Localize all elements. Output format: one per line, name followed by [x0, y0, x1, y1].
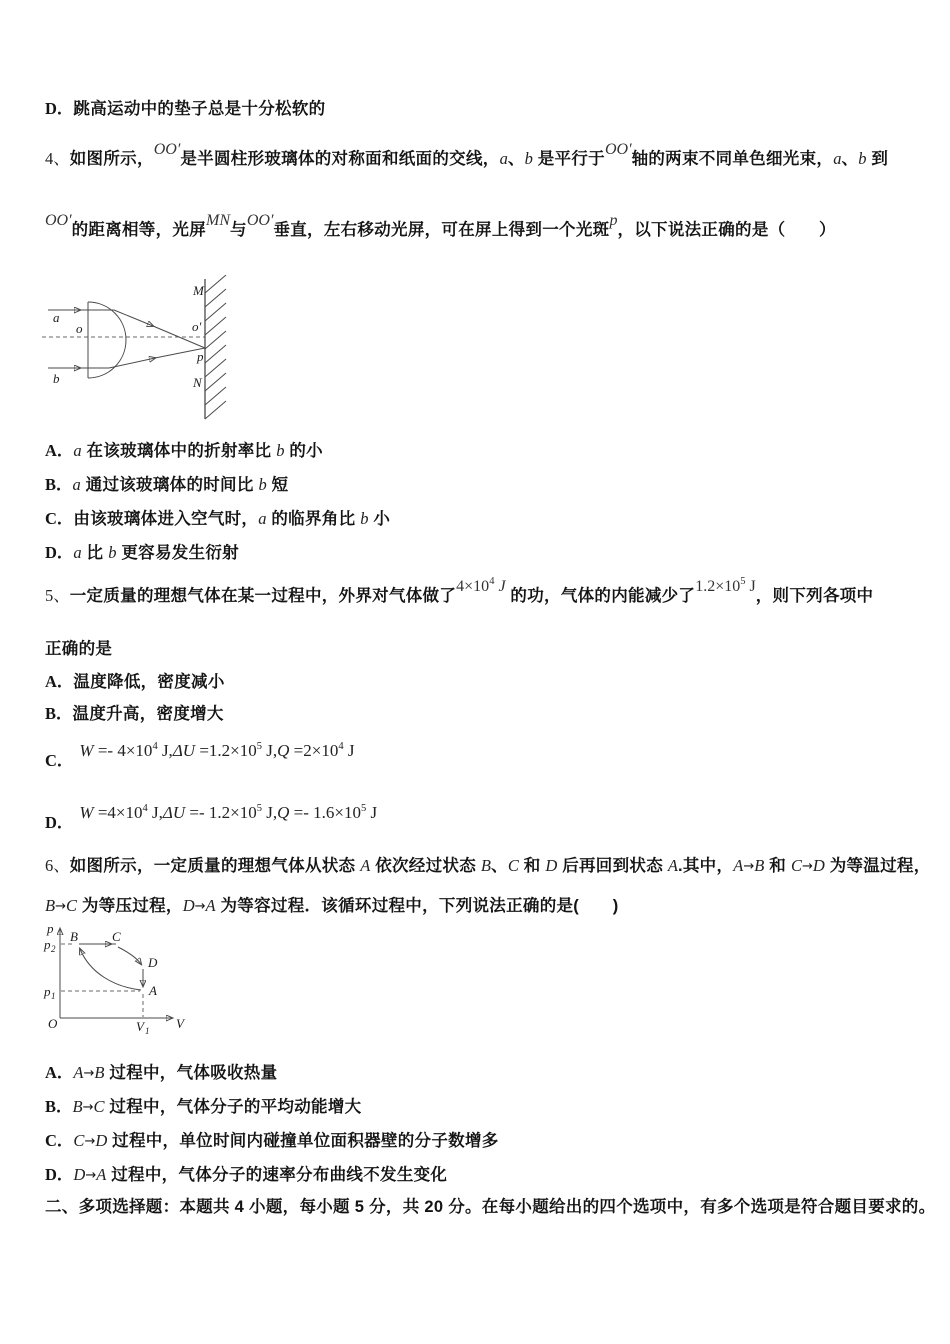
- q4-option-c: C．由该玻璃体进入空气时，a 的临界角比 b 小: [45, 509, 391, 528]
- q4-stem-line2: OO′的距离相等，光屏MN与OO′垂直，左右移动光屏，可在屏上得到一个光斑p，以下说法正确的是（ ）: [45, 212, 836, 239]
- screen-top-label: M: [193, 283, 204, 298]
- thermo-formula-d: $W =4\times 10^4$ $J,\Delta U =- 1.2\times 10^5$ $J,Q =- 1.6\times 10^5$ J: [79, 803, 378, 822]
- axis-screen-label: o′: [192, 319, 202, 334]
- p2-label: p: [44, 937, 51, 952]
- q4-option-a: A．a 在该玻璃体中的折射率比 b 的小: [45, 441, 323, 460]
- pv-diagram-figure: [38, 921, 228, 1039]
- ray-a-label: a: [53, 310, 60, 325]
- process-c-to-d: [118, 947, 141, 964]
- p1-label: p: [44, 984, 51, 999]
- q6-option-a: A．A→B 过程中，气体吸收热量: [45, 1063, 278, 1082]
- option-letter: C．: [45, 751, 74, 770]
- q5-option-d: [45, 803, 378, 834]
- v-axis-label: V: [176, 1016, 184, 1031]
- state-c-label: C: [112, 929, 121, 944]
- light-ray-b: [48, 348, 205, 368]
- glass-center-label: o: [76, 321, 83, 336]
- glass-body: [88, 302, 126, 378]
- q4-option-d: D．a 比 b 更容易发生衍射: [45, 543, 239, 562]
- prev-option-d: D．跳高运动中的垫子总是十分松软的: [45, 99, 326, 118]
- optics-figure: [40, 275, 250, 425]
- q6-option-b: B．B→C 过程中，气体分子的平均动能增大: [45, 1097, 362, 1116]
- v1-label: V: [136, 1019, 144, 1034]
- screen-hatching: [205, 275, 226, 419]
- state-a-label: A: [149, 983, 157, 998]
- q5-option-a: A．温度降低，密度减小: [45, 672, 225, 691]
- v1-subscript: 1: [145, 1026, 150, 1036]
- section2-header: 二、多项选择题：本题共 4 小题，每小题 5 分，共 20 分。在每小题给出的四个选项中，有多个选项是符合题目要求的。: [45, 1198, 936, 1216]
- q5-stem-line2: 正确的是: [45, 640, 113, 658]
- origin-label: O: [48, 1016, 58, 1031]
- thermo-formula-c: $W =- 4\times 10^4$ $J,\Delta U =1.2\times 10^5$ $J,Q =2\times 10^4$ J: [79, 741, 355, 760]
- option-letter: D．: [45, 813, 74, 832]
- spot-p-label: p: [197, 349, 204, 364]
- q6-option-d: D．D→A 过程中，气体分子的速率分布曲线不发生变化: [45, 1165, 448, 1184]
- q5-option-b: B．温度升高，密度增大: [45, 704, 224, 723]
- q4-stem-line1: 4、如图所示，OO′是半圆柱形玻璃体的对称面和纸面的交线，a、b 是平行于OO′轴的两束不同单色细光束，a、b 到: [45, 141, 889, 168]
- q6-stem-line2: B→C 为等压过程，D→A 为等容过程．该循环过程中，下列说法正确的是( ): [45, 896, 619, 915]
- ray-b-label: b: [53, 371, 60, 386]
- q5-option-c: [45, 741, 355, 772]
- q4-option-b: B．a 通过该玻璃体的时间比 b 短: [45, 475, 289, 494]
- state-b-label: B: [70, 929, 78, 944]
- state-d-label: D: [148, 955, 158, 970]
- light-ray-a: [48, 310, 205, 348]
- q5-stem-line1: 5、一定质量的理想气体在某一过程中，外界对气体做了$4\times 10^4$ J 的功，气体的内能减少了$1.2\times 10^5$ J，则下列各项中: [45, 576, 874, 605]
- q6-option-c: C．C→D 过程中，单位时间内碰撞单位面积器壁的分子数增多: [45, 1131, 499, 1150]
- p-axis-label: p: [47, 921, 54, 936]
- p2-subscript: 2: [51, 944, 56, 954]
- q6-stem-line1: 6、如图所示，一定质量的理想气体从状态 A 依次经过状态 B、C 和 D 后再回到状态 A.其中，A→B 和 C→D 为等温过程，: [45, 856, 931, 875]
- screen-bottom-label: N: [193, 375, 202, 390]
- p1-subscript: 1: [51, 991, 56, 1001]
